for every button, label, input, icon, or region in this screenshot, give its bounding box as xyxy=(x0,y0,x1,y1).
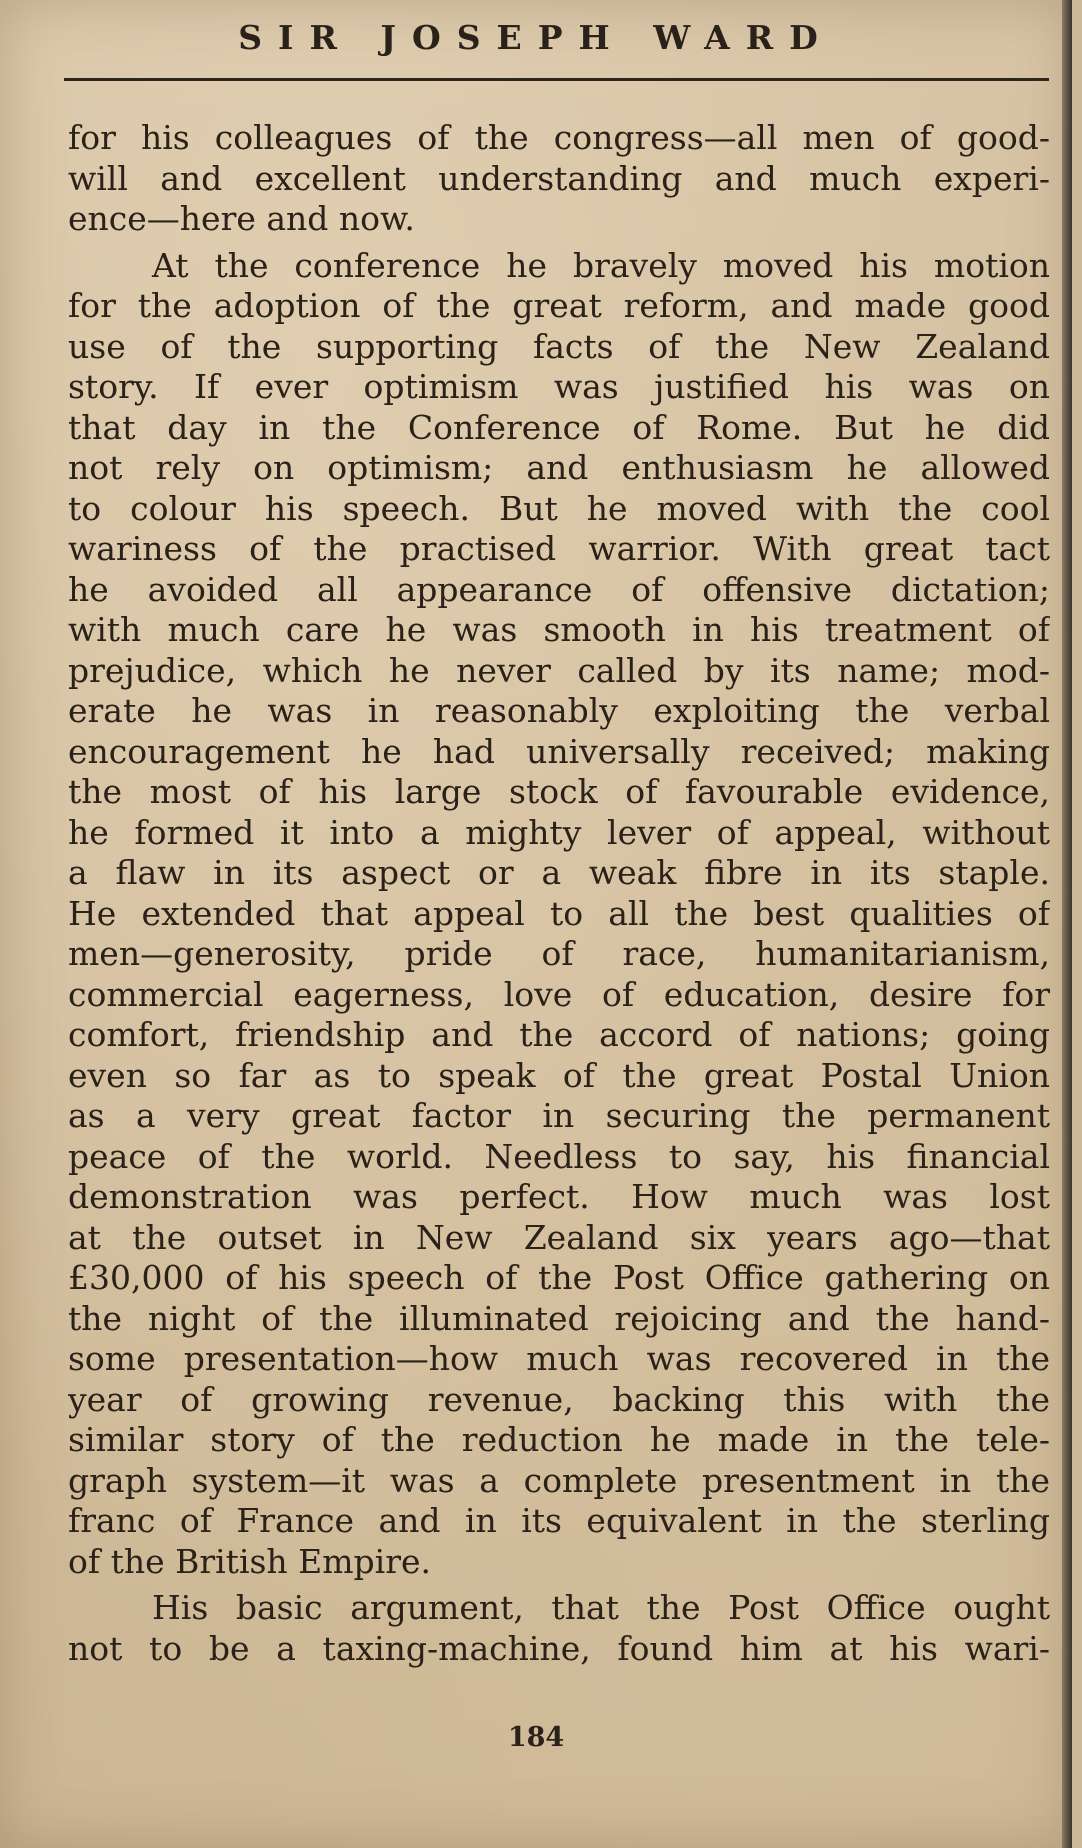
text-line: year of growing revenue, backing this with the xyxy=(68,1379,1050,1419)
text-line: story. If ever optimism was justified his was on xyxy=(68,367,1050,406)
text-line: not rely on optimism; and enthusiasm he allowed xyxy=(68,448,1050,487)
text-line: at the outset in New Zealand six years ago—that xyxy=(68,1217,1050,1257)
text-line: similar story of the reduction he made in the tele- xyxy=(68,1420,1050,1459)
text-line: comfort, friendship and the accord of nations; going xyxy=(68,1015,1050,1054)
text-line: prejudice, which he never called by its name; mod- xyxy=(68,650,1050,690)
text-line: His basic argument, that the Post Office ought xyxy=(152,1588,1050,1627)
text-line: even so far as to speak of the great Postal Union xyxy=(68,1055,1050,1095)
text-line: the night of the illuminated rejoicing and the hand- xyxy=(68,1298,1050,1338)
text-line: use of the supporting facts of the New Zealand xyxy=(68,326,1050,366)
text-line: some presentation—how much was recovered in the xyxy=(68,1339,1050,1378)
page-number: 184 xyxy=(507,1722,565,1753)
text-line: encouragement he had universally received; making xyxy=(68,731,1050,771)
paragraph xyxy=(68,1588,1050,1669)
text-line: of the British Empire. xyxy=(68,1541,432,1581)
text-line: a flaw in its aspect or a weak fibre in its staple. xyxy=(68,853,1050,892)
text-line: erate he was in reasonably exploiting the verbal xyxy=(68,691,1050,730)
text-line: as a very great factor in securing the permanent xyxy=(68,1096,1050,1135)
text-line: £30,000 of his speech of the Post Office gathering on xyxy=(68,1258,1050,1297)
running-head: SIR JOSEPH WARD xyxy=(238,18,834,57)
text-line: At the conference he bravely moved his motion xyxy=(152,245,1050,285)
text-line: that day in the Conference of Rome. But he did xyxy=(68,407,1050,447)
text-line: with much care he was smooth in his treatment of xyxy=(68,610,1050,649)
text-line: franc of France and in its equivalent in the sterling xyxy=(68,1501,1050,1540)
text-line: ence—here and now. xyxy=(68,199,415,238)
text-line: he formed it into a mighty lever of appeal, without xyxy=(68,812,1050,852)
paragraph xyxy=(68,118,1050,240)
text-line: commercial eagerness, love of education, desire for xyxy=(68,974,1050,1014)
text-line: graph system—it was a complete presentment in the xyxy=(68,1460,1050,1500)
header-rule xyxy=(64,78,1049,81)
paragraph xyxy=(68,246,1050,1583)
text-line: wariness of the practised warrior. With great tact xyxy=(68,529,1050,568)
text-line: for his colleagues of the congress—all men of good- xyxy=(68,118,1050,157)
text-line: demonstration was perfect. How much was lost xyxy=(68,1177,1050,1216)
text-line: men—generosity, pride of race, humanitarianism, xyxy=(68,934,1050,973)
text-line: to colour his speech. But he moved with the cool xyxy=(68,488,1050,528)
text-line: not to be a taxing-machine, found him at his wari- xyxy=(68,1628,1050,1668)
text-line: He extended that appeal to all the best qualities of xyxy=(68,893,1050,933)
text-line: he avoided all appearance of offensive dictation; xyxy=(68,569,1050,609)
text-line: the most of his large stock of favourable evidence, xyxy=(68,772,1050,811)
text-line: peace of the world. Needless to say, his financial xyxy=(68,1136,1050,1176)
page-edge xyxy=(1062,0,1072,1848)
body-text xyxy=(68,118,1050,1669)
text-line: will and excellent understanding and much experi- xyxy=(68,158,1050,198)
text-line: for the adoption of the great reform, and made good xyxy=(68,286,1050,325)
